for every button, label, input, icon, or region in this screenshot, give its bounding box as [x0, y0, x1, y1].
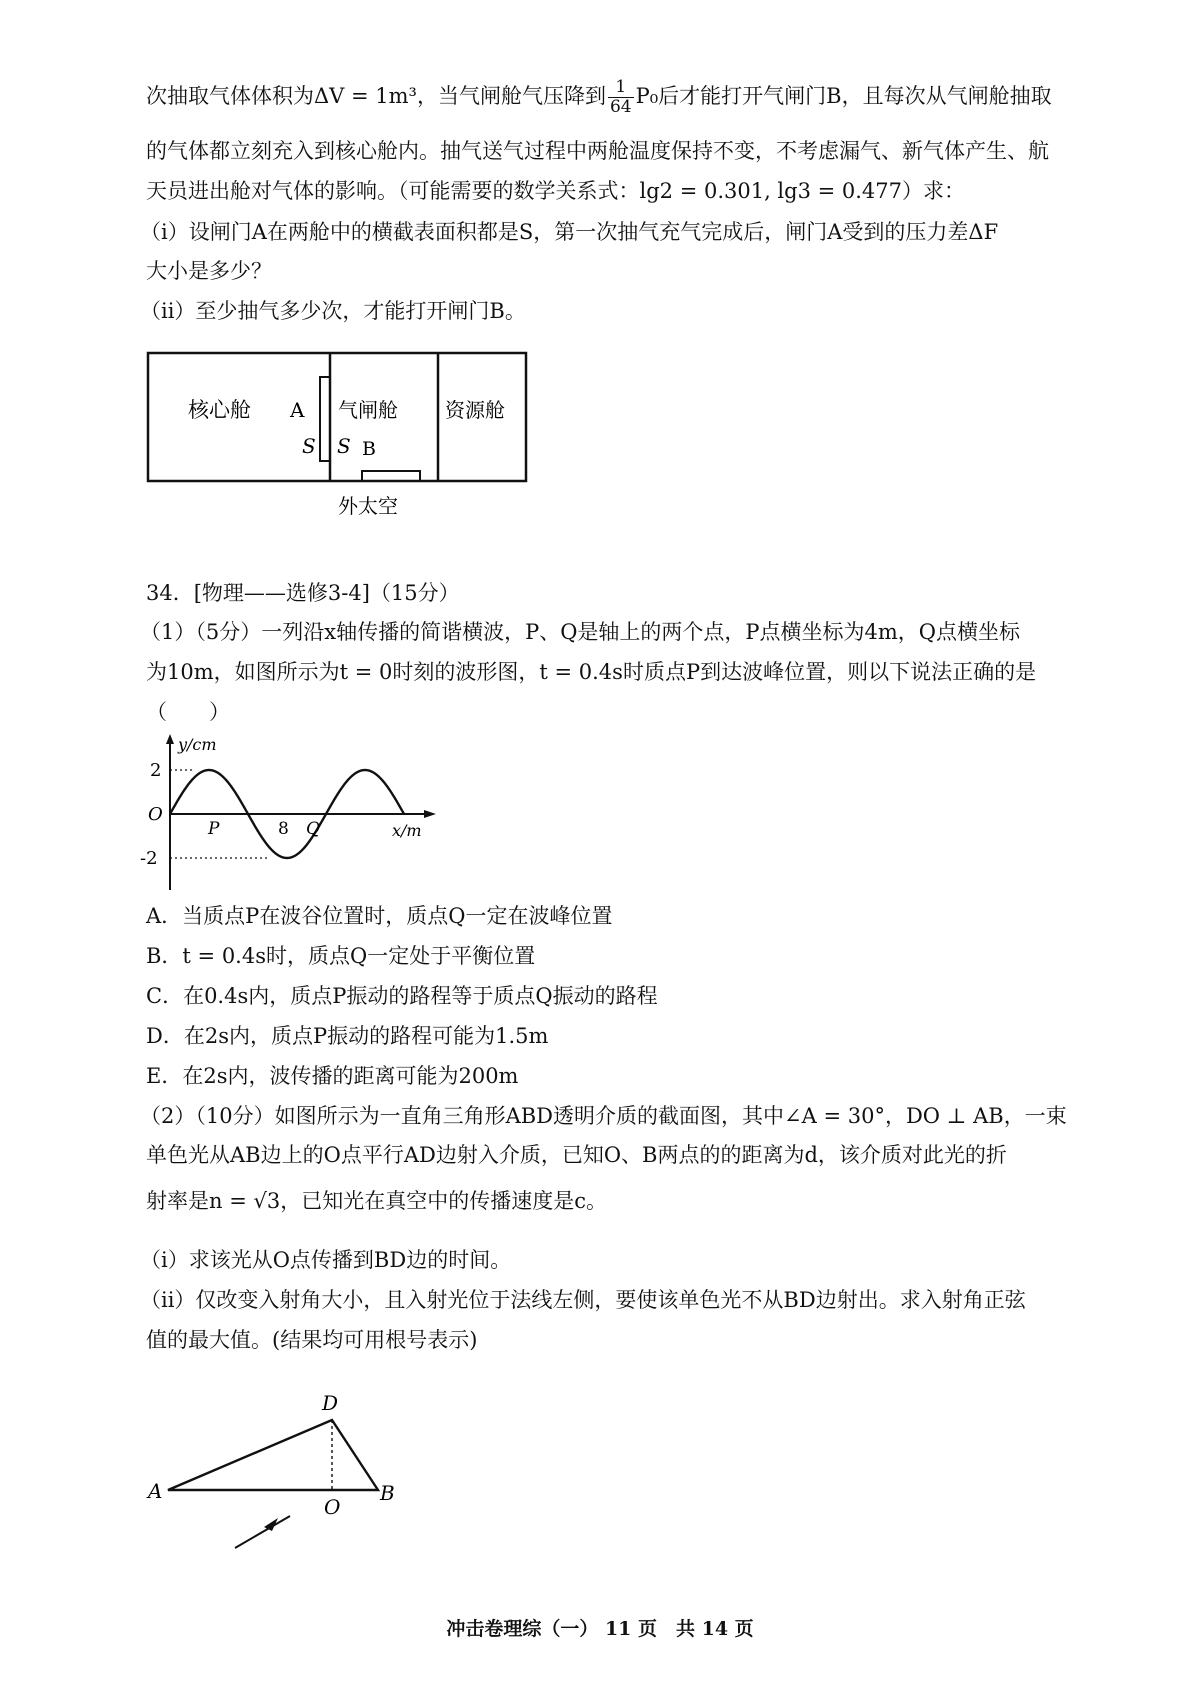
triangle-diagram	[140, 1370, 440, 1560]
option-a: A．当质点P在波谷位置时，质点Q一定在波峰位置	[146, 904, 613, 928]
q34-part2-sub2-line2: 值的最大值。(结果均可用根号表示)	[146, 1328, 478, 1352]
option-c: C．在0.4s内，质点P振动的路程等于质点Q振动的路程	[146, 984, 658, 1008]
label-core-cabin: 核心舱	[188, 398, 251, 422]
label-resource-cabin: 资源舱	[445, 398, 505, 422]
cabin-diagram	[140, 345, 540, 520]
q34-part2-line2: 单色光从AB边上的O点平行AD边射入介质，已知O、B两点的的距离为d，该介质对此光的折	[146, 1143, 1007, 1167]
q34-part2-line3: 射率是n = √3，已知光在真空中的传播速度是c。	[146, 1189, 607, 1213]
q33-line3: 天员进出舱对气体的影响。（可能需要的数学关系式：lg2 = 0.301, lg3 = 0.477）求：	[146, 179, 966, 203]
label-s-left: S	[302, 434, 316, 458]
q33-line2: 的气体都立刻充入到核心舱内。抽气送气过程中两舱温度保持不变，不考虑漏气、新气体产生、航	[146, 139, 1049, 163]
label-point-q: Q	[306, 819, 320, 839]
gate-a-shape	[320, 377, 330, 461]
label-ytick-bottom: -2	[140, 848, 158, 869]
q33-sub1-line1: （i）设闸门A在两舱中的横截表面积都是S，第一次抽气充气完成后，闸门A受到的压力差ΔF	[140, 220, 999, 244]
label-o: O	[324, 1495, 341, 1519]
label-tick-8: 8	[278, 819, 289, 839]
page-footer: 冲击卷理综（一） 11 页 共 14 页	[446, 1618, 754, 1640]
label-airlock: 气闸舱	[338, 398, 398, 422]
label-ylabel: y/cm	[178, 735, 217, 754]
wave-graph	[140, 730, 460, 900]
incident-ray	[235, 1516, 290, 1548]
q34-part1-line2: 为10m，如图所示为t = 0时刻的波形图，t = 0.4s时质点P到达波峰位置，则以下说法正确的是	[146, 660, 1037, 684]
q33-sub1-line2: 大小是多少？	[146, 259, 272, 283]
q34-part1-line1: （1）（5分）一列沿x轴传播的简谐横波，P、Q是轴上的两个点，P点横坐标为4m，Q点横坐标	[140, 620, 1021, 644]
q33-line1: 次抽取气体体积为ΔV = 1m³，当气闸舱气压降到 $\frac{1}{64}$ P₀后才能打开气闸门B，且每次从气闸舱抽取	[146, 77, 1052, 117]
q34-part2-sub1: （i）求该光从O点传播到BD边的时间。	[140, 1248, 512, 1272]
fraction-1-64: $\frac{1}{64}$	[609, 77, 632, 117]
q34-part1-blank: （ ）	[146, 700, 230, 724]
q34-part2-line1: （2）（10分）如图所示为一直角三角形ABD透明介质的截面图，其中∠A = 30°，DO ⊥ AB，一束	[140, 1104, 1067, 1128]
q33-sub2: （ii）至少抽气多少次，才能打开闸门B。	[140, 299, 526, 323]
triangle-abd	[168, 1420, 378, 1490]
label-a: A	[148, 1479, 163, 1503]
q34-part2-sub2-line1: （ii）仅改变入射角大小，且入射光位于法线左侧，要使该单色光不从BD边射出。求入射角正弦	[140, 1288, 1026, 1312]
label-gate-a: A	[290, 398, 305, 422]
label-point-p: P	[208, 819, 220, 839]
label-xlabel: x/m	[392, 821, 422, 840]
gate-b-shape	[362, 471, 420, 481]
label-ytick-top: 2	[150, 760, 162, 781]
label-s-right: S	[337, 434, 351, 458]
label-outer-space: 外太空	[338, 494, 398, 518]
label-b: B	[380, 1481, 395, 1505]
label-d: D	[322, 1391, 339, 1415]
option-b: B．t = 0.4s时，质点Q一定处于平衡位置	[146, 944, 536, 968]
y-axis-arrow	[166, 734, 174, 744]
label-gate-b: B	[362, 438, 376, 460]
q34-header: 34．[物理——选修3-4]（15分）	[146, 581, 460, 605]
x-axis-arrow	[424, 810, 436, 818]
option-d: D．在2s内，质点P振动的路程可能为1.5m	[146, 1024, 549, 1048]
label-origin: O	[148, 804, 163, 825]
option-e: E．在2s内，波传播的距离可能为200m	[146, 1064, 519, 1088]
